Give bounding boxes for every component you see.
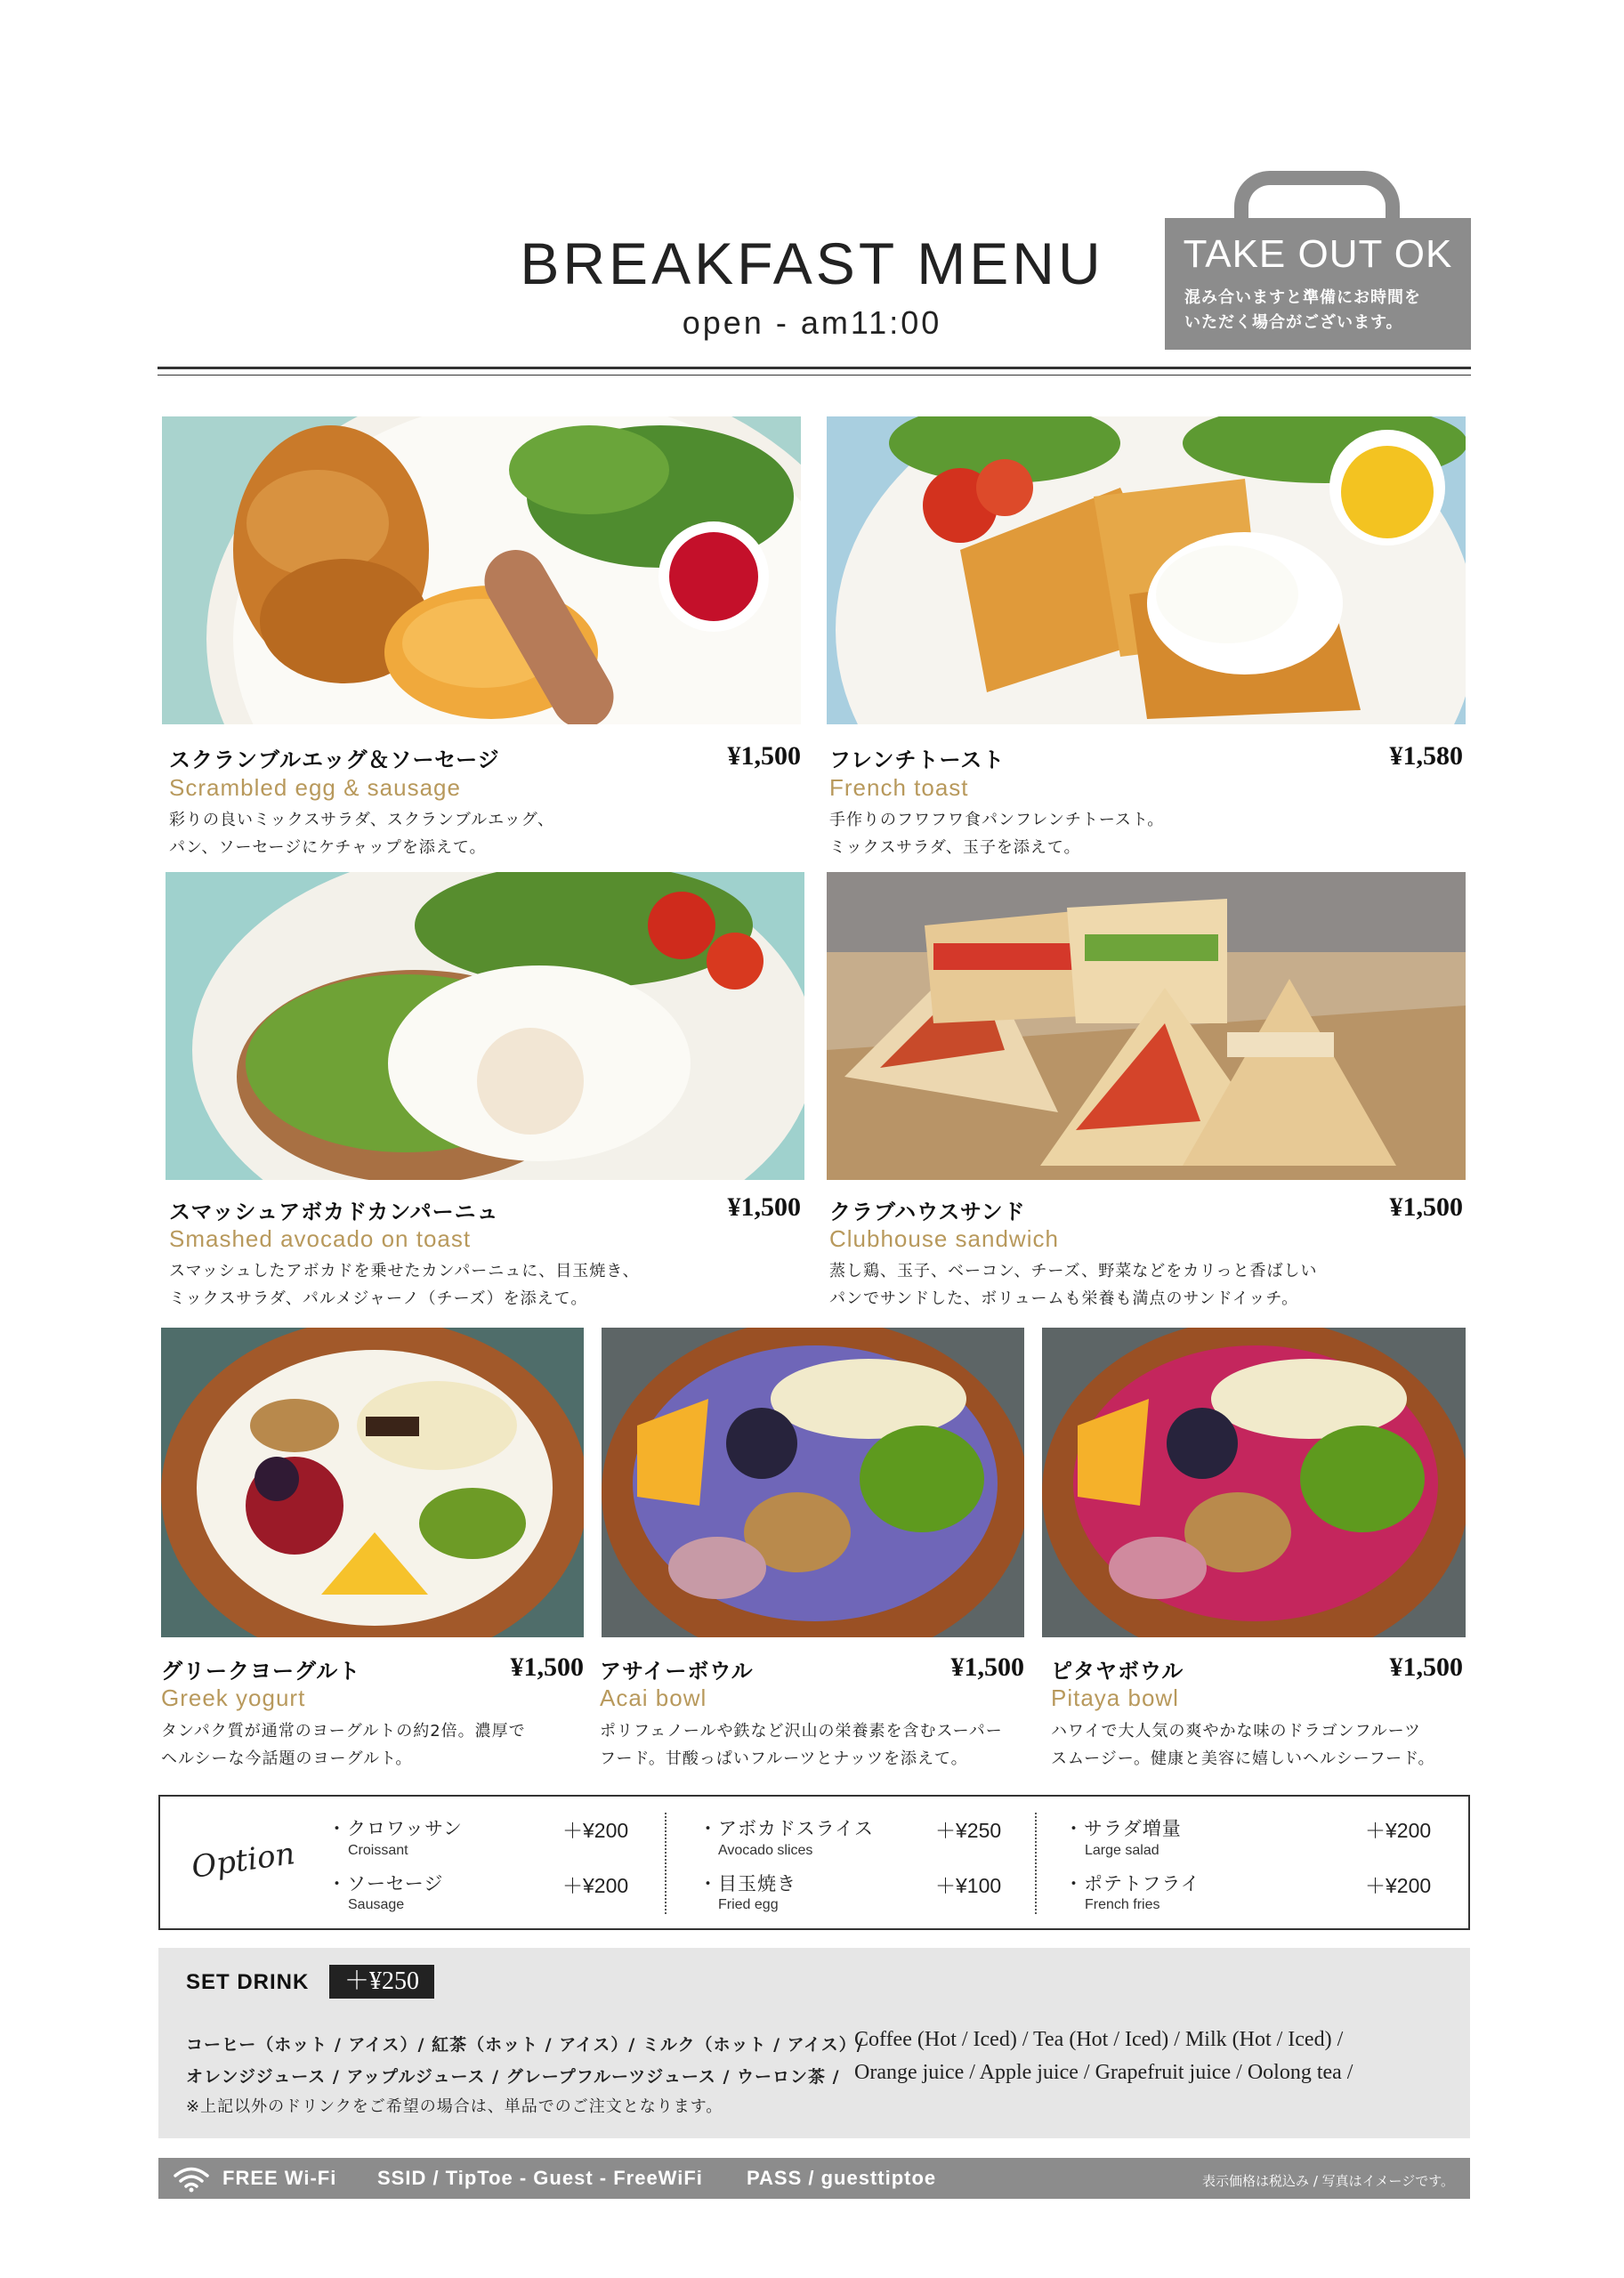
photo-pitaya-bowl xyxy=(1042,1328,1466,1637)
set-drink-list-en: Orange juice / Apple juice / Grapefruit juice / Oolong tea / xyxy=(854,2061,1353,2084)
option-item-en: Croissant xyxy=(348,1843,408,1858)
photo-avocado-toast xyxy=(166,872,804,1180)
option-box xyxy=(158,1795,1470,1930)
option-item-en: Fried egg xyxy=(718,1897,779,1912)
photo-acai-bowl xyxy=(602,1328,1024,1637)
takeout-badge xyxy=(1165,218,1471,350)
item-price: ¥1,580 xyxy=(1389,741,1463,771)
item-name-en: Acai bowl xyxy=(600,1684,707,1711)
photo-greek-yogurt xyxy=(161,1328,584,1637)
photo-french-toast xyxy=(827,416,1466,724)
item-description: 彩りの良いミックスサラダ、スクランブルエッグ、 パン、ソーセージにケチャップを添えて。 xyxy=(169,811,555,857)
set-drink-panel xyxy=(158,1948,1470,2138)
set-drink-price: ＋¥250 xyxy=(329,1965,434,1999)
option-item-jp: ・アボカドスライス xyxy=(699,1818,874,1839)
option-item-jp: ・ソーセージ xyxy=(327,1873,444,1894)
photo-scrambled-egg xyxy=(162,416,801,724)
opening-hours: open - am11:00 xyxy=(682,304,942,341)
item-description: スマッシュしたアボカドを乗せたカンパーニュに、目玉焼き、 ミックスサラダ、パルメジャーノ（チーズ）を添えて。 xyxy=(169,1262,640,1308)
item-price: ¥1,500 xyxy=(1389,1652,1463,1682)
set-drink-label: SET DRINK xyxy=(186,1970,310,1994)
option-item-en: Avocado slices xyxy=(718,1843,813,1858)
option-divider xyxy=(1035,1813,1037,1914)
option-item-en: French fries xyxy=(1085,1897,1160,1912)
item-price: ¥1,500 xyxy=(727,741,801,771)
bag-handle-icon xyxy=(1234,171,1400,237)
item-name-jp: フレンチトースト xyxy=(829,747,1006,772)
set-drink-list-en: Coffee (Hot / Iced) / Tea (Hot / Iced) / Milk (Hot / Iced) / xyxy=(854,2028,1344,2051)
item-price: ¥1,500 xyxy=(727,1192,801,1222)
header-divider xyxy=(158,367,1471,369)
option-item-price: ＋¥250 xyxy=(935,1819,1002,1842)
option-item-jp: ・サラダ増量 xyxy=(1064,1818,1182,1839)
set-drink-list-jp: コーヒー（ホット / アイス）/ 紅茶（ホット / アイス）/ ミルク（ホット / アイス）/ xyxy=(186,2035,864,2055)
item-description: 手作りのフワフワ食パンフレンチトースト。 ミックスサラダ、玉子を添えて。 xyxy=(829,811,1165,857)
photo-clubhouse-sandwich xyxy=(827,872,1466,1180)
item-name-en: French toast xyxy=(829,774,969,801)
option-item-price: ＋¥100 xyxy=(935,1874,1002,1897)
takeout-title: TAKE OUT OK xyxy=(1183,232,1453,276)
set-drink-note: ※上記以外のドリンクをご希望の場合は、単品でのご注文となります。 xyxy=(186,2097,723,2116)
wifi-label: FREE Wi-Fi xyxy=(222,2167,337,2189)
option-item-jp: ・目玉焼き xyxy=(699,1873,796,1894)
wifi-icon xyxy=(173,2166,210,2193)
option-item-jp: ・クロワッサン xyxy=(327,1818,463,1839)
item-name-en: Smashed avocado on toast xyxy=(169,1225,472,1252)
option-item-price: ＋¥200 xyxy=(562,1819,629,1842)
option-item-jp: ・ポテトフライ xyxy=(1064,1873,1200,1894)
item-name-en: Pitaya bowl xyxy=(1051,1684,1179,1711)
item-price: ¥1,500 xyxy=(1389,1192,1463,1222)
item-description: 蒸し鶏、玉子、ベーコン、チーズ、野菜などをカリっと香ばしい パンでサンドした、ボリュームも栄養も満点のサンドイッチ。 xyxy=(829,1262,1318,1308)
item-description: タンパク質が通常のヨーグルトの約2倍。濃厚で ヘルシーな今話題のヨーグルト。 xyxy=(161,1722,526,1768)
option-label: Option xyxy=(189,1836,297,1886)
set-drink-list-jp: オレンジジュース / アップルジュース / グレープフルーツジュース / ウーロン茶 / xyxy=(186,2067,840,2087)
item-name-en: Greek yogurt xyxy=(161,1684,306,1711)
item-price: ¥1,500 xyxy=(510,1652,584,1682)
option-item-price: ＋¥200 xyxy=(562,1874,629,1897)
option-item-en: Large salad xyxy=(1085,1843,1159,1858)
item-name-jp: スクランブルエッグ＆ソーセージ xyxy=(169,747,500,772)
item-name-jp: クラブハウスサンド xyxy=(829,1200,1026,1224)
item-name-en: Scrambled egg & sausage xyxy=(169,774,461,801)
option-item-price: ＋¥200 xyxy=(1365,1819,1432,1842)
price-note: 表示価格は税込み / 写真はイメージです。 xyxy=(1202,2173,1454,2189)
item-name-jp: グリークヨーグルト xyxy=(161,1659,361,1684)
footer-bar xyxy=(158,2158,1470,2199)
wifi-ssid: SSID / TipToe - Guest - FreeWiFi xyxy=(377,2167,703,2189)
header-divider-thin xyxy=(158,375,1471,376)
item-name-jp: アサイーボウル xyxy=(600,1659,754,1684)
wifi-password: PASS / guesttiptoe xyxy=(747,2167,937,2189)
item-name-en: Clubhouse sandwich xyxy=(829,1225,1059,1252)
option-divider xyxy=(665,1813,667,1914)
item-name-jp: スマッシュアボカドカンパーニュ xyxy=(169,1200,499,1224)
option-item-en: Sausage xyxy=(348,1897,405,1912)
page-title: BREAKFAST MENU xyxy=(520,230,1104,296)
item-price: ¥1,500 xyxy=(950,1652,1024,1682)
item-description: ポリフェノールや鉄など沢山の栄養素を含むスーパー フード。甘酸っぱいフルーツとナッツを添えて。 xyxy=(600,1722,1003,1768)
item-description: ハワイで大人気の爽やかな味のドラゴンフルーツ スムージー。健康と美容に嬉しいヘルシーフード。 xyxy=(1051,1722,1435,1768)
option-item-price: ＋¥200 xyxy=(1365,1874,1432,1897)
item-name-jp: ピタヤボウル xyxy=(1051,1659,1184,1684)
takeout-note: 混み合いますと準備にお時間を いただく場合がございます。 xyxy=(1184,288,1421,332)
